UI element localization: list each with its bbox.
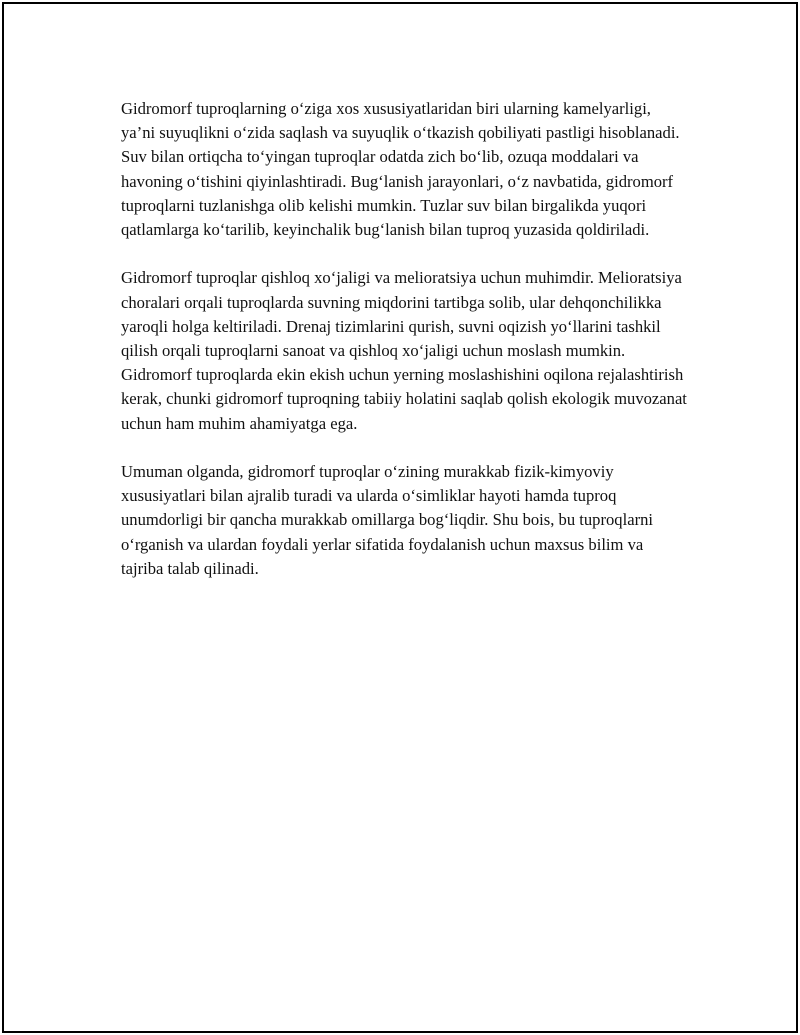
paragraph-3: Umuman olganda, gidromorf tuproqlar o‘zining murakkab fizik-kimyoviy xususiyatlari bilan ajralib turadi va ularda o‘simliklar hayoti hamda tuproq unumdorligi bir qancha murakkab omillarga bog‘liqdir. Shu bois, bu tuproqlarni o‘rganish va ulardan foydali yerlar sifatida foydalanish uchun maxsus bilim va tajriba talab qilinadi. <box>121 462 653 578</box>
paragraph-2: Gidromorf tuproqlar qishloq xo‘jaligi va melioratsiya uchun muhimdir. Melioratsiya choralari orqali tuproqlarda suvning miqdorini tartibga solib, ular dehqonchilikka yaroqli holga keltiriladi. Drenaj tizimlarini qurish, suvni oqizish yo‘llarini tashkil qilish orqali tuproqlarni sanoat va qishloq xo‘jaligi uchun moslash mumkin. Gidromorf tuproqlarda ekin ekish uchun yerning moslashishini oqilona rejalashtirish kerak, chunki gidromorf tuproqning tabiiy holatini saqlab qolish ekologik muvozanat uchun ham muhim ahamiyatga ega. <box>121 268 687 433</box>
paragraph-1: Gidromorf tuproqlarning o‘ziga xos xususiyatlaridan biri ularning kamelyarligi, ya’ni suyuqlikni o‘zida saqlash va suyuqlik o‘tkazish qobiliyati pastligi hisoblanadi. Suv bilan ortiqcha to‘yingan tuproqlar odatda zich bo‘lib, ozuqa moddalari va havoning o‘tishini qiyinlashtiradi. Bug‘lanish jarayonlari, o‘z navbatida, gidromorf tuproqlarni tuzlanishga olib kelishi mumkin. Tuzlar suv bilan birgalikda yuqori qatlamlarga ko‘tarilib, keyinchalik bug‘lanish bilan tuproq yuzasida qoldiriladi. <box>121 99 680 240</box>
document-body <box>121 97 687 605</box>
page-frame <box>2 2 798 1033</box>
